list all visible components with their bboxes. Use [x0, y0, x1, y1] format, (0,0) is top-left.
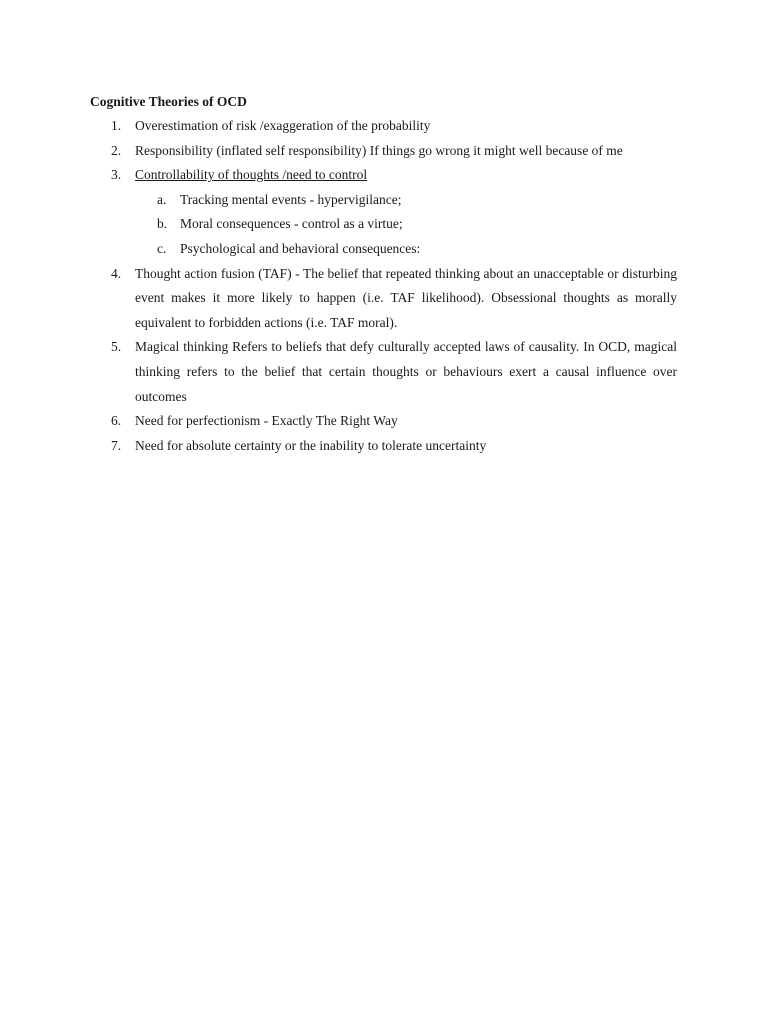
- list-item-6: [0, 409, 768, 434]
- list-item-5: [0, 335, 768, 409]
- sub-letter: b.: [157, 216, 168, 232]
- document-title: Cognitive Theories of OCD: [90, 94, 247, 109]
- sub-text: Moral consequences - control as a virtue;: [180, 216, 403, 232]
- sub-list: [0, 188, 768, 262]
- list-text: Need for absolute certainty or the inability to tolerate uncertainty: [135, 437, 487, 453]
- list-item-7: [0, 434, 768, 459]
- list-number: 2.: [111, 142, 122, 158]
- list-text: Responsibility (inflated self responsibility) If things go wrong it might well because of me: [135, 142, 623, 158]
- list-number: 6.: [111, 413, 122, 429]
- list-item-4: [0, 262, 768, 336]
- list-text-underlined: [135, 163, 677, 188]
- list-number: 3.: [111, 167, 122, 183]
- sub-item-a: [0, 188, 768, 213]
- theory-list: [0, 114, 768, 458]
- sub-letter: a.: [157, 191, 167, 207]
- list-number: 4.: [111, 265, 122, 281]
- list-text: Need for perfectionism - Exactly The Right Way: [135, 413, 398, 429]
- sub-letter: c.: [157, 240, 167, 256]
- list-item-2: [0, 139, 768, 164]
- list-number: 7.: [111, 437, 122, 453]
- underlined-heading: Controllability of thoughts /need to control: [135, 167, 368, 183]
- list-item-1: [0, 114, 768, 139]
- sub-text: Tracking mental events - hypervigilance;: [180, 191, 402, 207]
- list-number: 5.: [111, 339, 122, 355]
- sub-item-b: [0, 212, 768, 237]
- list-number: 1.: [111, 118, 122, 133]
- sub-text: Psychological and behavioral consequences:: [180, 240, 421, 256]
- list-text: Magical thinking Refers to beliefs that defy culturally accepted laws of causality. In OCD, magical thinking refers to the belief that certain thoughts or behaviours exert a causal influence over outcomes: [135, 339, 677, 404]
- list-text: Thought action fusion (TAF) - The belief that repeated thinking about an unacceptable or disturbing event makes it more likely to happen (i.e. TAF likelihood). Obsessional thoughts as morally equivalent to forbidden actions (i.e. TAF moral).: [135, 265, 677, 330]
- sub-item-c: [0, 237, 768, 262]
- list-item-3: [0, 163, 768, 261]
- list-text: Overestimation of risk /exaggeration of the probability: [135, 118, 431, 133]
